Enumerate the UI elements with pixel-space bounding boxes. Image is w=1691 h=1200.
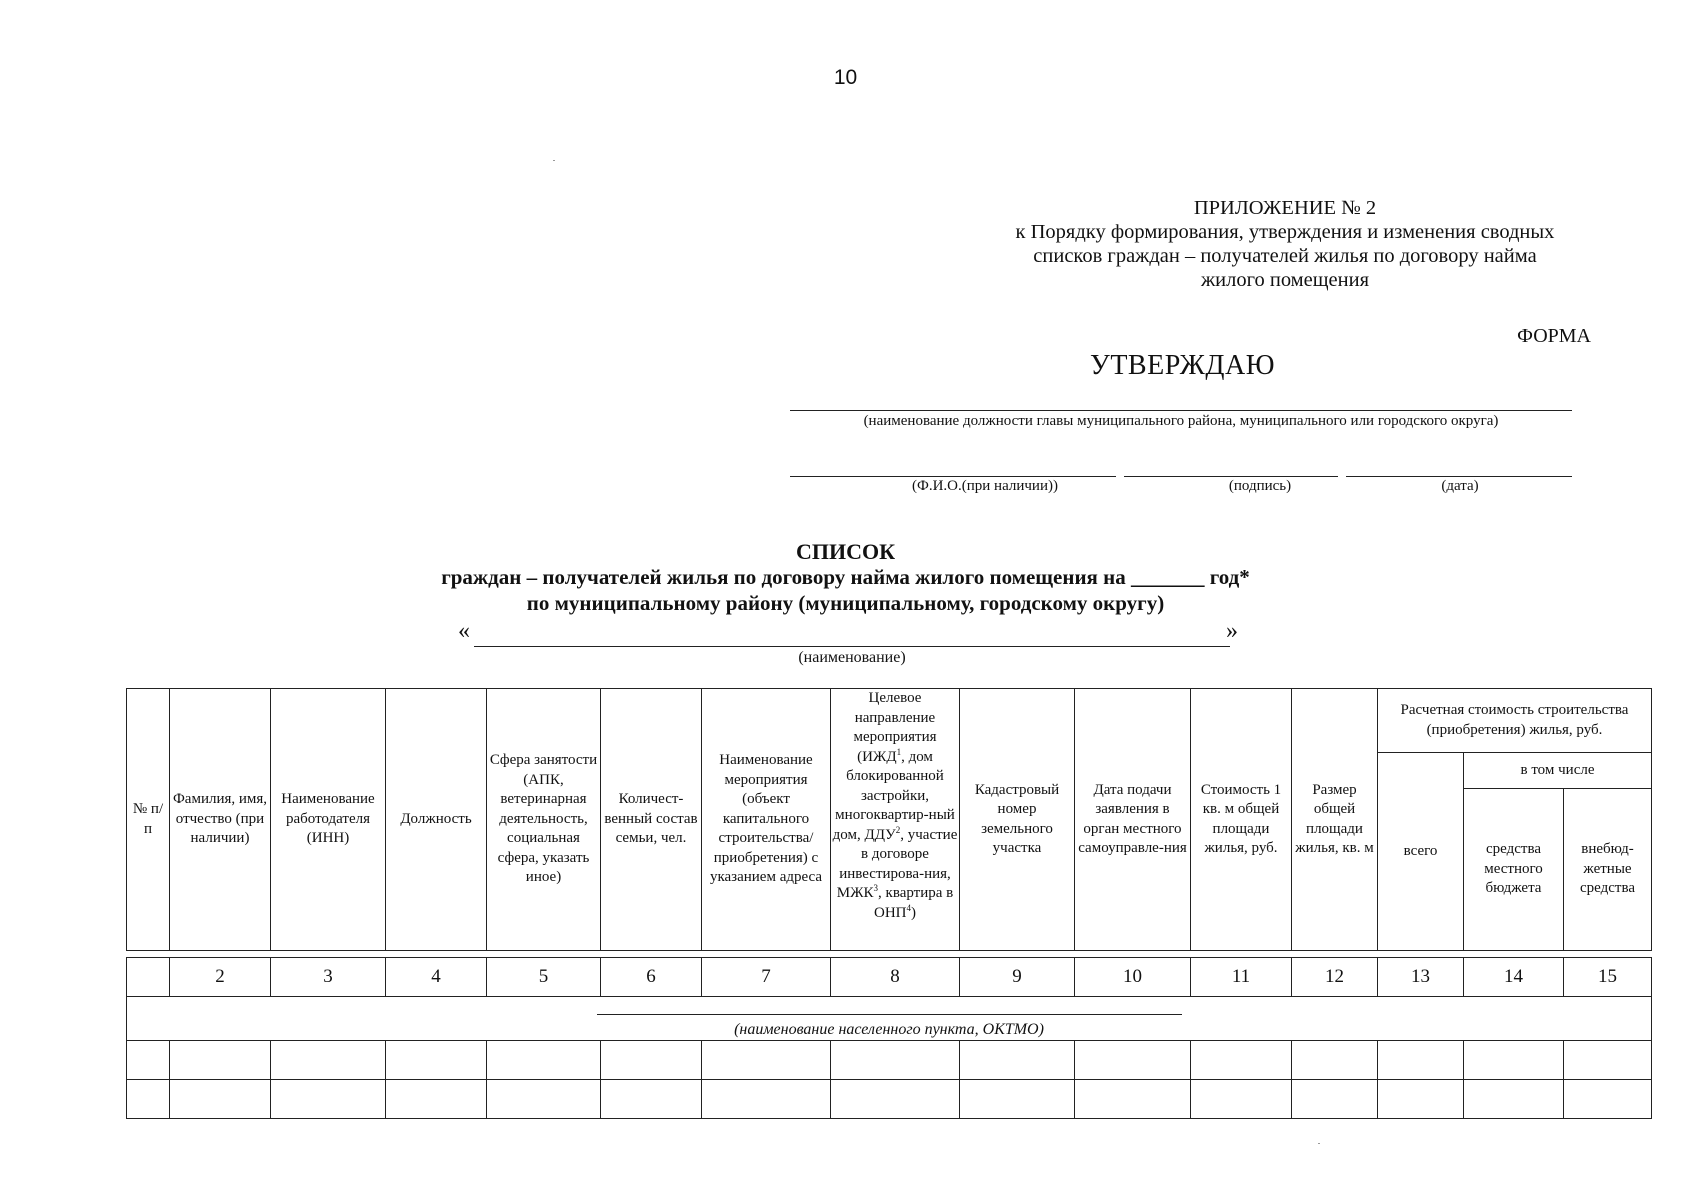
table-cell[interactable]: [960, 1079, 1075, 1118]
table-cell[interactable]: [127, 1040, 170, 1079]
table-cell[interactable]: [702, 1079, 831, 1118]
header-family-size: Количест-венный состав семьи, чел.: [601, 689, 702, 951]
approval-heading: УТВЕРЖДАЮ: [1090, 350, 1275, 381]
table-cell[interactable]: [1191, 1040, 1292, 1079]
appendix-block: [990, 196, 1580, 292]
table-cell[interactable]: [831, 1079, 960, 1118]
table-cell[interactable]: [1075, 1040, 1191, 1079]
table-cell[interactable]: [487, 1040, 601, 1079]
header-local-budget: средства местного бюджета: [1464, 789, 1564, 951]
footnote-ref: 3: [873, 883, 879, 893]
data-table: [126, 957, 1652, 1119]
appendix-line: к Порядку формирования, утверждения и изменения сводных: [1015, 221, 1555, 243]
target-direction-text: , дом блокированной застройки, многоквартир-ный дом, ДДУ: [832, 748, 955, 843]
table-cell[interactable]: [601, 1079, 702, 1118]
header-employer: Наименование работодателя (ИНН): [271, 689, 386, 951]
table-cell[interactable]: [386, 1079, 487, 1118]
column-number: 2: [170, 958, 271, 997]
settlement-cell[interactable]: [127, 997, 1652, 1041]
column-number: 14: [1464, 958, 1564, 997]
fio-line[interactable]: [790, 476, 1116, 477]
header-including: в том числе: [1464, 753, 1652, 789]
column-number: 13: [1378, 958, 1464, 997]
table-cell[interactable]: [960, 1040, 1075, 1079]
list-subtitle-line2: по муниципальному району (муниципальному, городскому округу): [526, 591, 1165, 615]
table-cell[interactable]: [1075, 1079, 1191, 1118]
appendix-title: ПРИЛОЖЕНИЕ № 2: [1193, 197, 1377, 219]
appendix-line: списков граждан – получателей жилья по договору найма: [1033, 245, 1537, 267]
column-number: 3: [271, 958, 386, 997]
scan-speck: [1318, 1143, 1320, 1144]
footnote-ref: 4: [906, 902, 911, 913]
position-line[interactable]: [790, 410, 1572, 411]
column-number: 10: [1075, 958, 1191, 997]
table-row: [127, 1040, 1652, 1079]
district-name-line[interactable]: [474, 646, 1230, 647]
header-application-date: Дата подачи заявления в орган местного самоуправле-ния: [1075, 689, 1191, 951]
header-full-name: Фамилия, имя, отчество (при наличии): [170, 689, 271, 951]
footnote-ref: 1: [896, 746, 902, 757]
column-number: 8: [831, 958, 960, 997]
header-extrabudgetary: внебюд-жетные средства: [1564, 789, 1652, 951]
settlement-row: [127, 997, 1652, 1041]
list-subtitle-year: год*: [1209, 565, 1250, 589]
header-number: № п/ п: [127, 689, 170, 951]
table-cell[interactable]: [1292, 1040, 1378, 1079]
scan-speck: [553, 160, 555, 161]
column-number: [127, 958, 170, 997]
header-total-area: Размер общей площади жилья, кв. м: [1292, 689, 1378, 951]
table-cell[interactable]: [1191, 1079, 1292, 1118]
page-number: 10: [833, 66, 858, 89]
date-line[interactable]: [1346, 476, 1572, 477]
table-cell[interactable]: [271, 1040, 386, 1079]
table-cell[interactable]: [487, 1079, 601, 1118]
fio-caption: (Ф.И.О.(при наличии)): [912, 478, 1058, 494]
list-subtitle-line1: [0, 565, 1691, 590]
table-cell[interactable]: [1292, 1079, 1378, 1118]
position-caption: (наименование должности главы муниципального района, муниципального или городского округа): [863, 413, 1499, 429]
header-price-per-sqm: Стоимость 1 кв. м общей площади жилья, руб.: [1191, 689, 1292, 951]
settlement-name-line[interactable]: [597, 1014, 1182, 1015]
header-cost-group: Расчетная стоимость строительства (приобретения) жилья, руб.: [1378, 689, 1652, 753]
appendix-line: жилого помещения: [1200, 269, 1370, 291]
target-direction-text: , участие в договоре инвестирова-ния, МЖК: [836, 826, 958, 901]
list-heading: СПИСОК: [795, 539, 896, 564]
table-cell[interactable]: [1378, 1040, 1464, 1079]
column-number: 4: [386, 958, 487, 997]
close-quote: »: [1226, 618, 1238, 644]
column-number: 5: [487, 958, 601, 997]
header-employment-sphere: Сфера занятости (АПК, ветеринарная деятельность, социальная сфера, указать иное): [487, 689, 601, 951]
table-cell[interactable]: [1564, 1040, 1652, 1079]
table-cell[interactable]: [271, 1079, 386, 1118]
signature-line[interactable]: [1124, 476, 1338, 477]
table-cell[interactable]: [1564, 1079, 1652, 1118]
header-position: Должность: [386, 689, 487, 951]
district-name-caption: (наименование): [798, 649, 906, 666]
form-label: ФОРМА: [1517, 325, 1591, 347]
table-cell[interactable]: [386, 1040, 487, 1079]
table-cell[interactable]: [1464, 1079, 1564, 1118]
table-row: [127, 1079, 1652, 1118]
table-cell[interactable]: [1464, 1040, 1564, 1079]
list-subtitle-text: граждан – получателей жилья по договору найма жилого помещения на: [441, 565, 1126, 589]
column-number: 6: [601, 958, 702, 997]
open-quote: «: [458, 618, 470, 644]
target-direction-text: ): [911, 904, 916, 921]
column-number: 11: [1191, 958, 1292, 997]
header-total: всего: [1378, 753, 1464, 951]
column-number: 12: [1292, 958, 1378, 997]
header-cadastral-number: Кадастровый номер земельного участка: [960, 689, 1075, 951]
header-target-direction: [831, 689, 960, 951]
footnote-ref: 2: [895, 824, 901, 835]
column-number: 7: [702, 958, 831, 997]
date-caption: (дата): [1441, 478, 1479, 494]
table-cell[interactable]: [170, 1079, 271, 1118]
table-cell[interactable]: [601, 1040, 702, 1079]
table-cell[interactable]: [127, 1079, 170, 1118]
year-blank[interactable]: _______: [1131, 565, 1205, 589]
column-number: 15: [1564, 958, 1652, 997]
settlement-caption: (наименование населенного пункта, ОКТМО): [734, 1021, 1044, 1038]
table-cell[interactable]: [1378, 1079, 1464, 1118]
header-table: [126, 688, 1652, 951]
column-number: 9: [960, 958, 1075, 997]
table-cell[interactable]: [702, 1040, 831, 1079]
column-number-row: [127, 958, 1652, 997]
signature-caption: (подпись): [1228, 478, 1292, 494]
header-measure-name: Наименование мероприятия (объект капитального строительства/ приобретения) с указанием адреса: [702, 689, 831, 951]
table-cell[interactable]: [831, 1040, 960, 1079]
target-direction-text: , квартира в ОНП: [874, 885, 954, 921]
target-direction-text: Целевое направление мероприятия (ИЖД: [853, 690, 937, 765]
table-cell[interactable]: [170, 1040, 271, 1079]
